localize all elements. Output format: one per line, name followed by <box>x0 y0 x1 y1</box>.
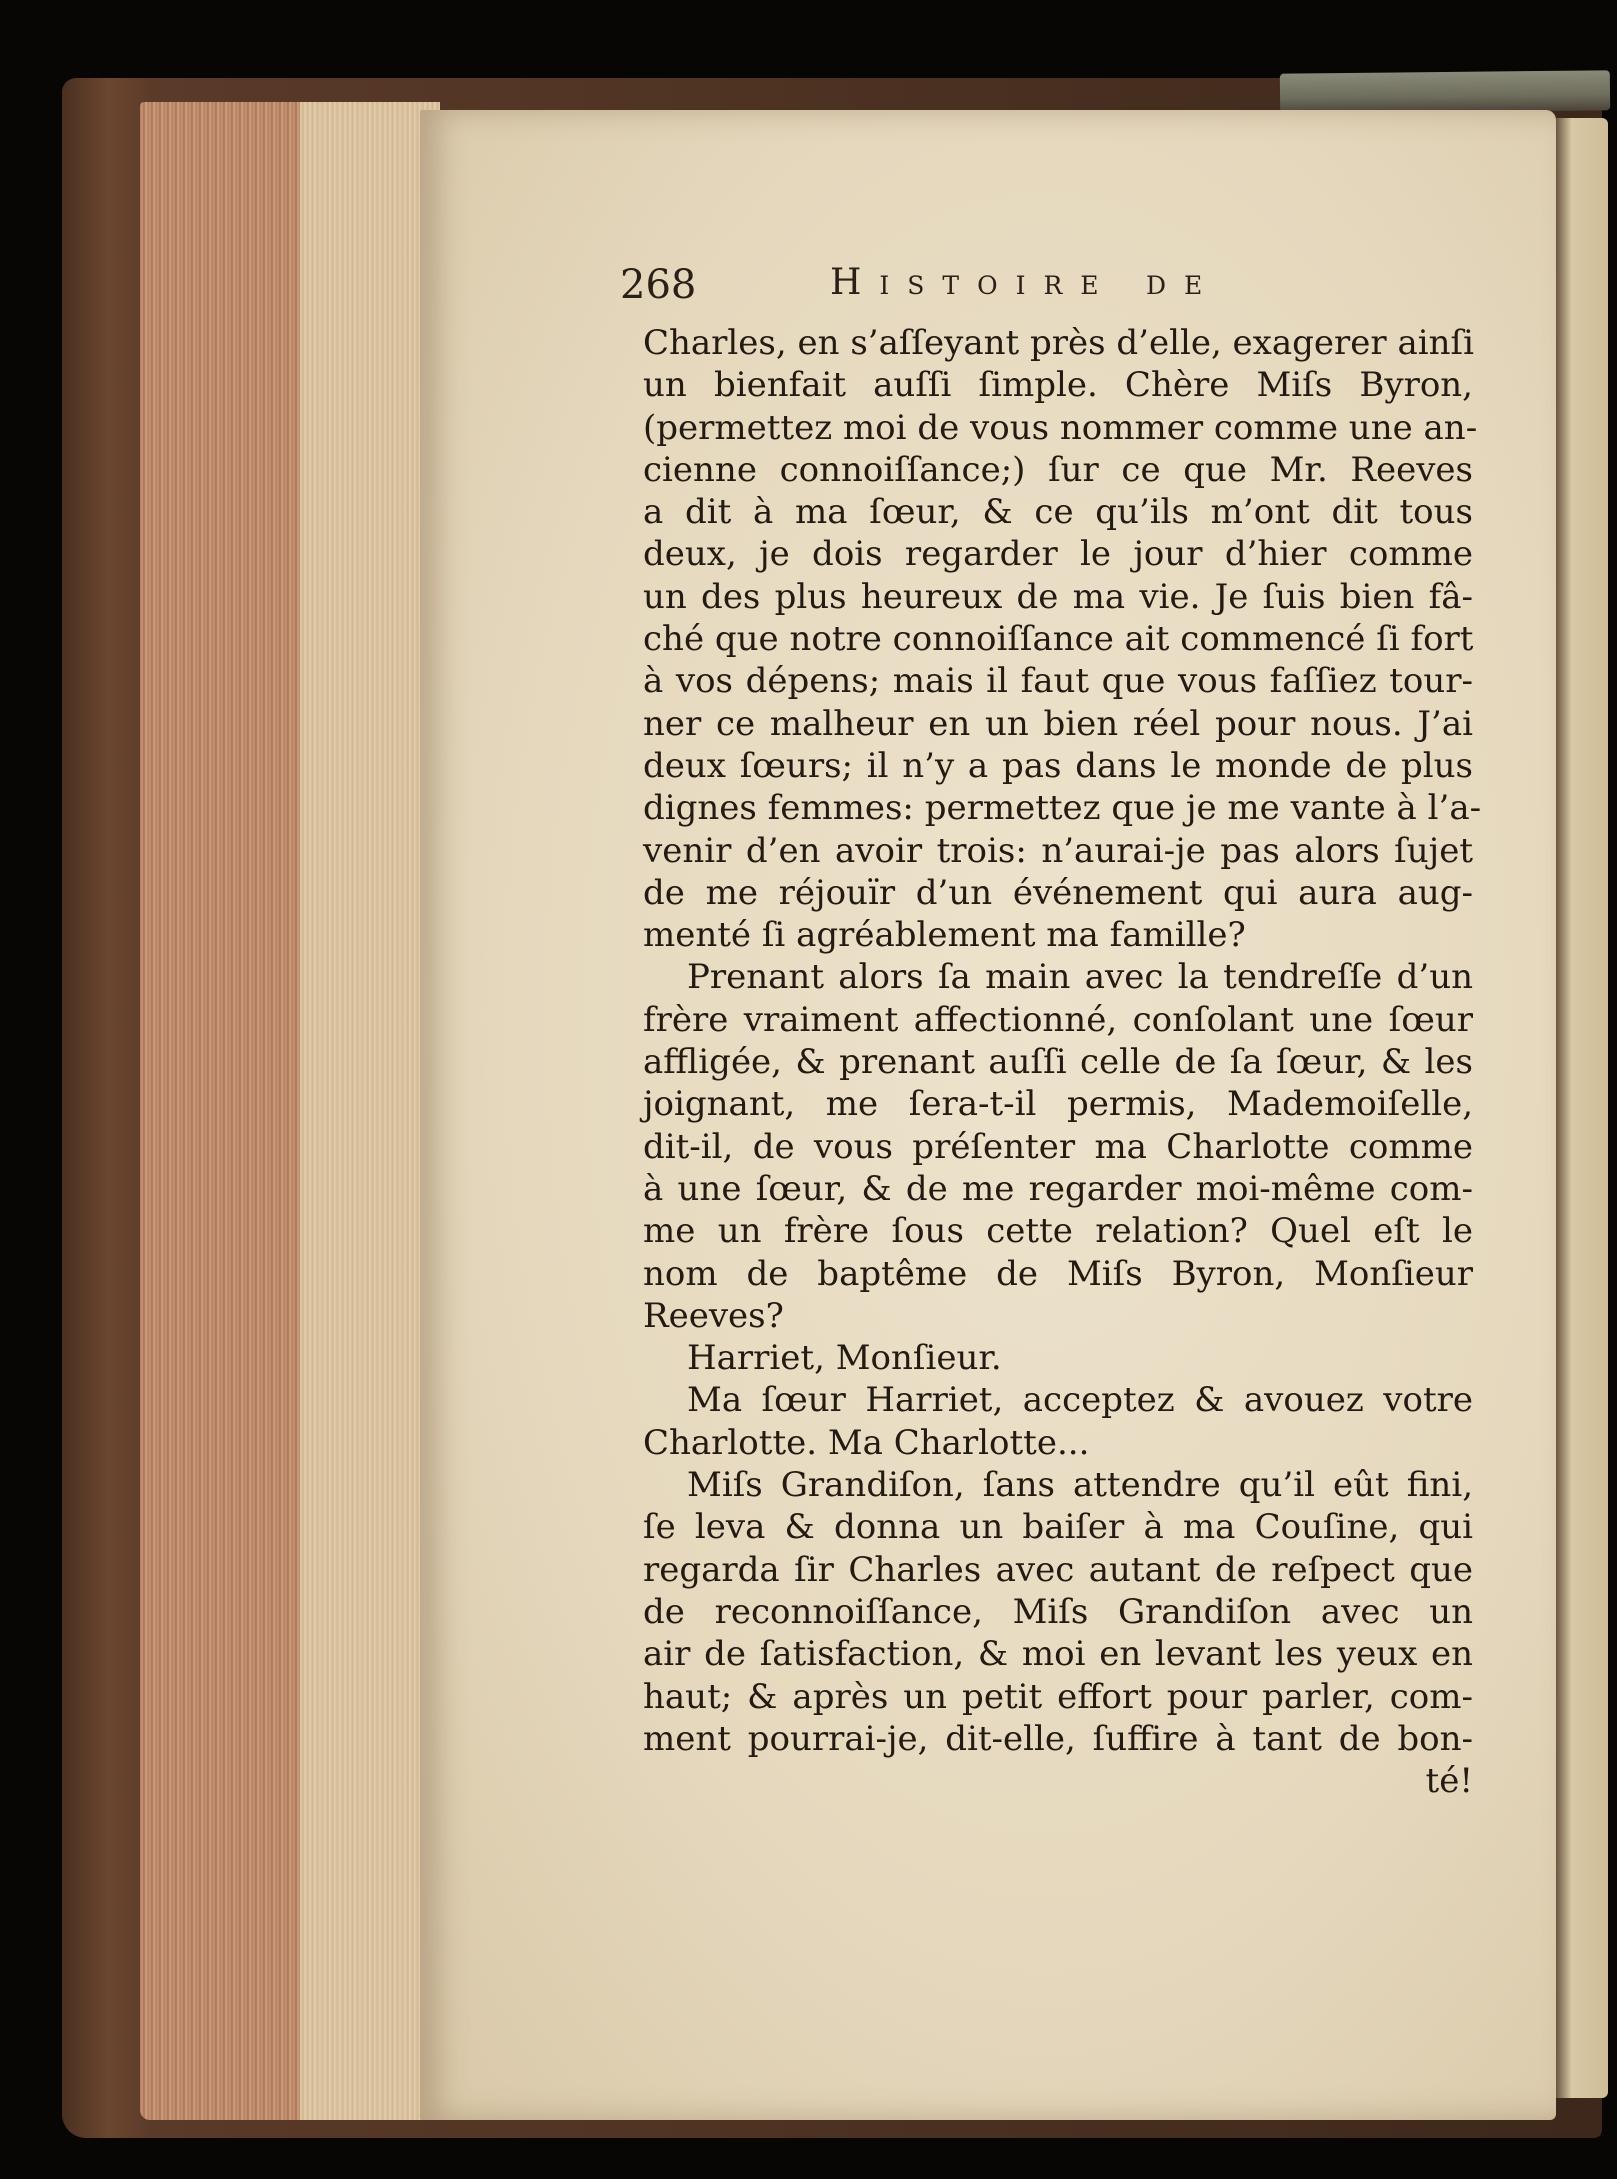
text-line: regarda ſir Charles avec autant de reſpect que <box>643 1549 1473 1590</box>
text-line: joignant, me ſera-t-il permis, Mademoiſelle, <box>643 1084 1473 1125</box>
text-line: à vos dépens; mais il faut que vous faſſiez tour- <box>643 661 1473 702</box>
text-line: Miſs Grandiſon, ſans attendre qu’il eût fini, <box>687 1465 1473 1506</box>
text-line: de reconnoiſſance, Miſs Grandiſon avec un <box>643 1591 1473 1632</box>
text-line: frère vraiment affectionné, conſolant une ſœur <box>643 999 1473 1040</box>
page-edges <box>140 102 440 2120</box>
page-body <box>643 322 1482 1802</box>
text-line: deux, je dois regarder le jour d’hier comme <box>643 534 1473 575</box>
text-line: dit-il, de vous préſenter ma Charlotte comme <box>643 1126 1473 1167</box>
text-line: un des plus heureux de ma vie. Je ſuis bien fâ- <box>643 576 1473 617</box>
text-line: nom de baptême de Miſs Byron, Monſieur <box>643 1253 1473 1294</box>
text-line: Charles, en s’aſſeyant près d’elle, exagerer ainſi <box>643 323 1474 363</box>
text-line: Harriet, Monſieur. <box>687 1338 1002 1379</box>
text-line: a dit à ma ſœur, & ce qu’ils m’ont dit tous <box>643 492 1473 533</box>
text-line: ché que notre connoiſſance ait commencé ſi fort <box>643 619 1474 660</box>
text-line: ſe leva & donna un baiſer à ma Couſine, qui <box>643 1507 1473 1548</box>
text-line: té! <box>1425 1761 1473 1802</box>
text-line: Prenant alors ſa main avec la tendreſſe d’un <box>687 957 1473 998</box>
text-line: ment pourrai-je, dit-elle, ſuffire à tant de bon- <box>643 1718 1473 1759</box>
text-line: Reeves? <box>643 1295 784 1336</box>
text-line: à une ſœur, & de me regarder moi-même com- <box>643 1168 1473 1209</box>
binding-headcap <box>1280 70 1610 113</box>
text-line: cienne connoiſſance;) ſur ce que Mr. Reeves <box>643 449 1473 490</box>
facing-page-edge <box>1556 118 1608 2098</box>
text-line: ner ce malheur en un bien réel pour nous. J’ai <box>643 703 1473 744</box>
text-line: haut; & après un petit effort pour parler, com- <box>643 1676 1473 1717</box>
text-line: Charlotte. Ma Charlotte... <box>643 1422 1090 1463</box>
text-line: me un frère ſous cette relation? Quel eſt le <box>643 1211 1473 1252</box>
text-line: deux ſœurs; il n’y a pas dans le monde de plus <box>643 745 1473 786</box>
text-line: dignes femmes: permettez que je me vante à l’a- <box>643 788 1482 829</box>
text-line: un bienfait auſſi ſimple. Chère Miſs Byron, <box>643 365 1473 406</box>
text-line: venir d’en avoir trois: n’aurai-je pas alors ſujet <box>643 830 1473 871</box>
text-line: air de ſatisfaction, & moi en levant les yeux en <box>643 1634 1473 1675</box>
text-line: de me réjouïr d’un événement qui aura aug- <box>643 872 1473 913</box>
page-number: 268 <box>620 262 697 308</box>
text-line: affligée, & prenant auſſi celle de ſa ſœur, & les <box>643 1042 1473 1083</box>
text-line: Ma ſœur Harriet, acceptez & avouez votre <box>687 1380 1473 1421</box>
running-head: Histoire de <box>830 262 1221 303</box>
page-header <box>620 262 1300 310</box>
text-line: menté ſi agréablement ma famille? <box>643 915 1246 956</box>
text-line: (permettez moi de vous nommer comme une an- <box>643 407 1478 448</box>
